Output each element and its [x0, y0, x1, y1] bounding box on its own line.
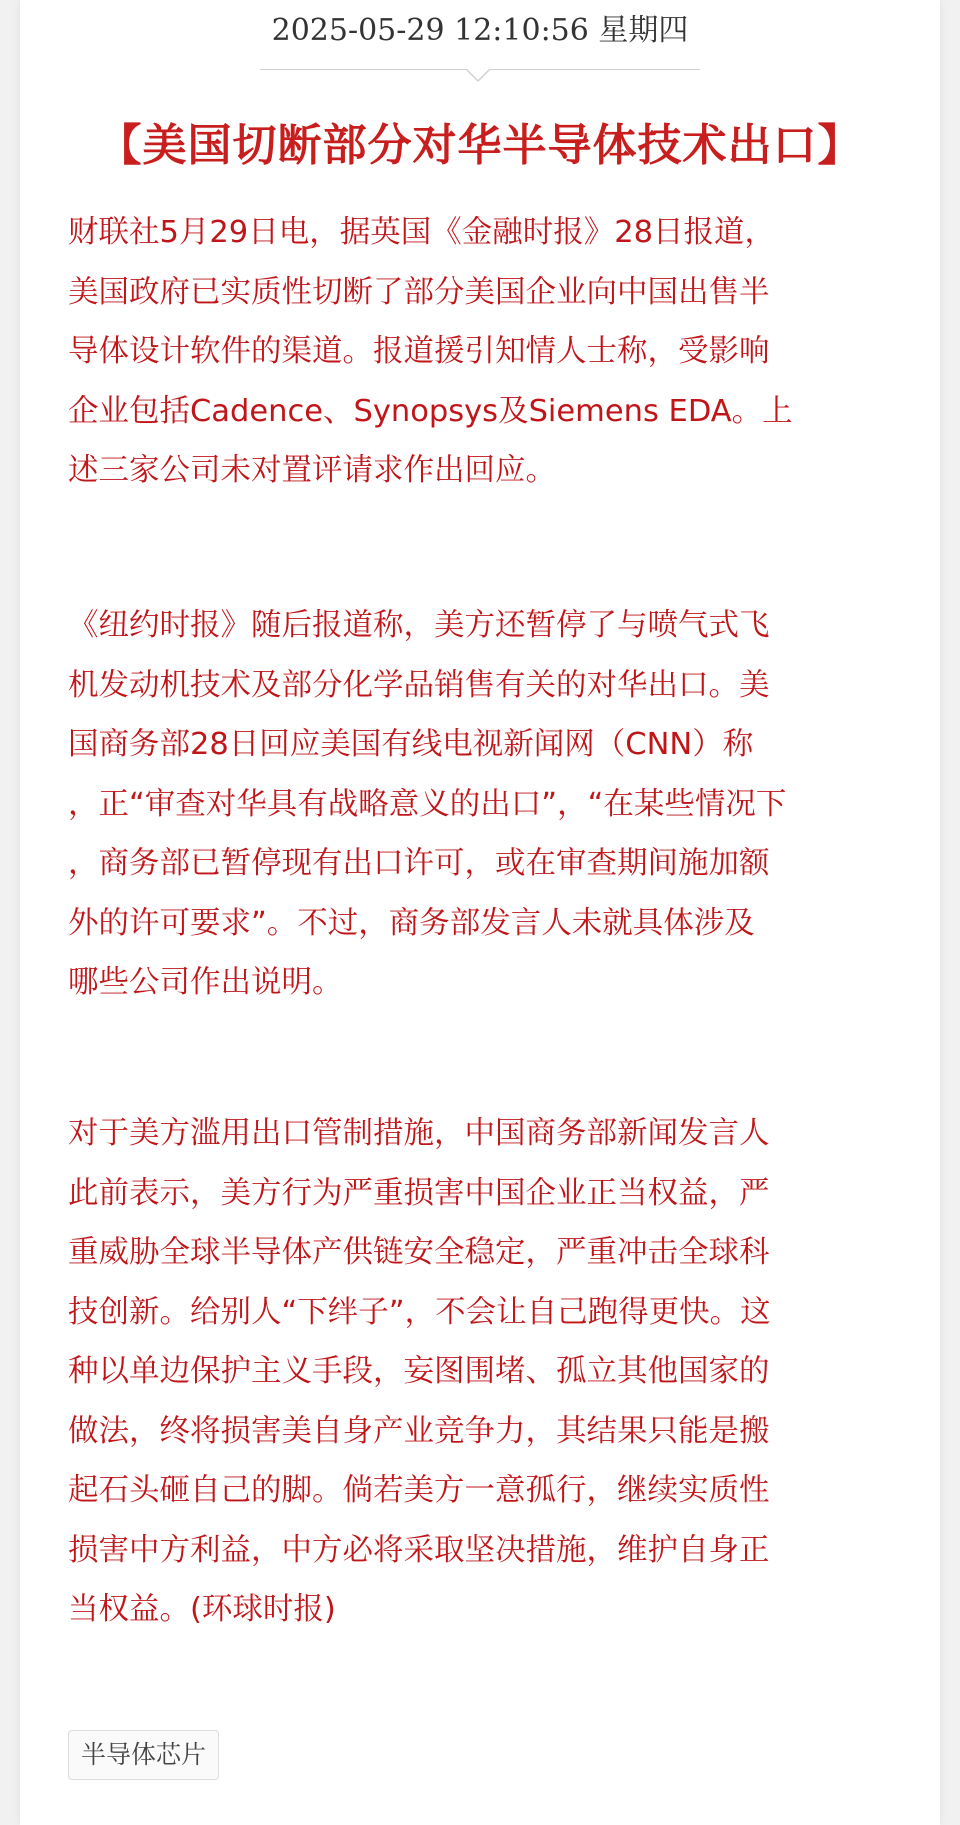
- paragraph-line: 机发动机技术及部分化学品销售有关的对华出口。美: [68, 667, 770, 703]
- article-headline: 【美国切断部分对华半导体技术出口】: [97, 120, 863, 171]
- paragraph-line: 重威胁全球半导体产供链安全稳定，严重冲击全球科: [68, 1235, 770, 1270]
- article-card: [20, 0, 940, 1825]
- paragraph-line: 哪些公司作出说明。: [68, 965, 343, 1000]
- article-paragraph-2: [68, 596, 898, 1013]
- publish-timestamp: 2025-05-29 12:10:56 星期四: [271, 13, 689, 48]
- paragraph-line: 此前表示，美方行为严重损害中国企业正当权益，严: [68, 1175, 770, 1211]
- paragraph-line: 种以单边保护主义手段，妄图围堵、孤立其他国家的: [68, 1354, 770, 1389]
- paragraph-line: 对于美方滥用出口管制措施，中国商务部新闻发言人: [68, 1116, 770, 1151]
- paragraph-line: 导体设计软件的渠道。报道援引知情人士称，受影响: [68, 334, 770, 369]
- paragraph-line: 外的许可要求”。不过，商务部发言人未就具体涉及: [68, 905, 755, 941]
- paragraph-line: ，正“审查对华具有战略意义的出口”，“在某些情况下: [68, 786, 787, 822]
- paragraph-line: 《纽约时报》随后报道称，美方还暂停了与喷气式飞: [68, 608, 770, 643]
- paragraph-line: 损害中方利益，中方必将采取坚决措施，维护自身正: [68, 1532, 770, 1568]
- paragraph-line: 做法，终将损害美自身产业竞争力，其结果只能是搬: [68, 1413, 770, 1449]
- divider-notch-icon: [465, 69, 491, 82]
- paragraph-line: 起石头砸自己的脚。倘若美方一意孤行，继续实质性: [68, 1473, 770, 1508]
- article-paragraph-3: [68, 1104, 898, 1640]
- paragraph-line: 企业包括Cadence、Synopsys及Siemens EDA。上: [68, 393, 793, 429]
- paragraph-line: ，商务部已暂停现有出口许可，或在审查期间施加额: [68, 846, 770, 881]
- paragraph-line: 国商务部28日回应美国有线电视新闻网（CNN）称: [68, 727, 754, 762]
- paragraph-line: 美国政府已实质性切断了部分美国企业向中国出售半: [68, 274, 770, 310]
- paragraph-line: 当权益。(环球时报): [68, 1592, 336, 1627]
- paragraph-line: 述三家公司未对置评请求作出回应。: [68, 453, 556, 488]
- article-paragraph-1: [68, 203, 898, 501]
- paragraph-line: 财联社5月29日电，据英国《金融时报》28日报道，: [68, 215, 776, 250]
- topic-tag[interactable]: 半导体芯片: [68, 1730, 219, 1780]
- paragraph-line: 技创新。给别人“下绊子”，不会让自己跑得更快。这: [68, 1294, 771, 1330]
